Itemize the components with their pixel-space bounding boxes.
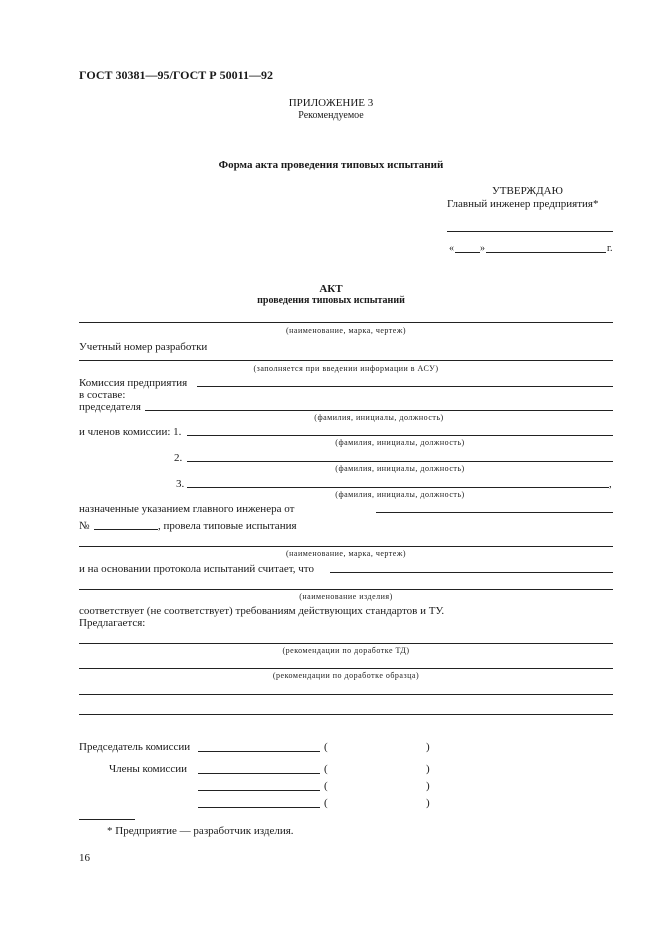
- member-3-paren-close: ): [426, 797, 430, 809]
- chairman-paren-open: (: [324, 741, 328, 753]
- member-2-paren-open: (: [324, 780, 328, 792]
- extra-line-2[interactable]: [79, 714, 613, 715]
- conducted-label: , провела типовые испытания: [158, 520, 297, 532]
- members-signature-label: Члены комиссии: [109, 763, 188, 775]
- form-title: Форма акта проведения типовых испытаний: [218, 159, 444, 171]
- approval-signature-line[interactable]: [447, 231, 613, 232]
- sample-recommendations-line[interactable]: [79, 668, 613, 669]
- chairman-line[interactable]: [145, 410, 613, 411]
- caption-fio-member-1: (фамилия, инициалы, должность): [335, 438, 465, 447]
- appointed-label: назначенные указанием главного инженера от: [79, 503, 295, 515]
- td-recommendations-line[interactable]: [79, 643, 613, 644]
- chairman-signature-label: Председатель комиссии: [79, 741, 191, 753]
- approval-title: УТВЕРЖДАЮ: [492, 185, 563, 197]
- protocol-label: и на основании протокола испытаний считает, что: [79, 563, 314, 575]
- approval-day-line[interactable]: [455, 252, 480, 253]
- member-1-paren-open: (: [324, 763, 328, 775]
- caption-fio-chairman: (фамилия, инициалы, должность): [314, 413, 444, 422]
- member-signature-line-3[interactable]: [198, 807, 320, 808]
- approval-position: Главный инженер предприятия*: [447, 198, 599, 210]
- caption-name-mark-drawing-2: (наименование, марка, чертеж): [285, 549, 407, 558]
- order-number-line[interactable]: [94, 529, 158, 530]
- chairman-signature-line[interactable]: [198, 751, 320, 752]
- member-3-line[interactable]: [187, 487, 609, 488]
- act-title: АКТ: [319, 283, 343, 295]
- extra-line-1[interactable]: [79, 694, 613, 695]
- footnote-text: * Предприятие — разработчик изделия.: [107, 825, 294, 837]
- appointed-date-line[interactable]: [376, 512, 613, 513]
- caption-td-recommendations: (рекомендации по доработке ТД): [282, 646, 410, 655]
- member-2-label: 2.: [174, 452, 183, 464]
- member-1-line[interactable]: [187, 435, 613, 436]
- page-number: 16: [79, 852, 90, 864]
- caption-sample-recommendations: (рекомендации по доработке образца): [272, 671, 420, 680]
- caption-product-name: (наименование изделия): [299, 592, 393, 601]
- proposed-label: Предлагается:: [79, 617, 146, 629]
- chairman-label: председателя: [79, 401, 141, 413]
- approval-quote-close: »: [480, 243, 485, 254]
- member-3-label: 3.: [176, 478, 185, 490]
- member-signature-line-2[interactable]: [198, 790, 320, 791]
- member-2-line[interactable]: [187, 461, 613, 462]
- member-signature-line-1[interactable]: [198, 773, 320, 774]
- complies-text: соответствует (не соответствует) требованиям действующих стандартов и ТУ.: [79, 605, 445, 617]
- caption-name-mark-drawing: (наименование, марка, чертеж): [285, 326, 407, 335]
- member-3-comma: ,: [609, 478, 612, 490]
- registration-number-line[interactable]: [79, 360, 613, 361]
- member-3-paren-open: (: [324, 797, 328, 809]
- chairman-paren-close: ): [426, 741, 430, 753]
- commission-label: Комиссия предприятия: [79, 377, 188, 389]
- caption-fio-member-2: (фамилия, инициалы, должность): [335, 464, 465, 473]
- appendix-label: ПРИЛОЖЕНИЕ 3: [288, 97, 374, 109]
- tested-product-line[interactable]: [79, 546, 613, 547]
- composition-label: в составе:: [79, 389, 126, 401]
- protocol-line[interactable]: [330, 572, 613, 573]
- product-name-line-2[interactable]: [79, 589, 613, 590]
- footnote-divider: [79, 819, 135, 820]
- approval-date-line[interactable]: [486, 252, 606, 253]
- approval-quote-open: «: [449, 243, 454, 254]
- member-2-paren-close: ): [426, 780, 430, 792]
- caption-fio-member-3: (фамилия, инициалы, должность): [335, 490, 465, 499]
- commission-line[interactable]: [197, 386, 613, 387]
- act-subtitle: проведения типовых испытаний: [257, 295, 405, 306]
- caption-asu-info: (заполняется при введении информации в АСУ): [253, 364, 439, 373]
- approval-year-suffix: г.: [607, 243, 613, 254]
- member-1-paren-close: ): [426, 763, 430, 775]
- members-label: и членов комиссии: 1.: [79, 426, 182, 438]
- recommended-label: Рекомендуемое: [298, 110, 364, 121]
- document-code: ГОСТ 30381—95/ГОСТ Р 50011—92: [79, 68, 273, 82]
- product-name-line[interactable]: [79, 322, 613, 323]
- registration-number-label: Учетный номер разработки: [79, 341, 208, 353]
- number-prefix: №: [79, 520, 90, 532]
